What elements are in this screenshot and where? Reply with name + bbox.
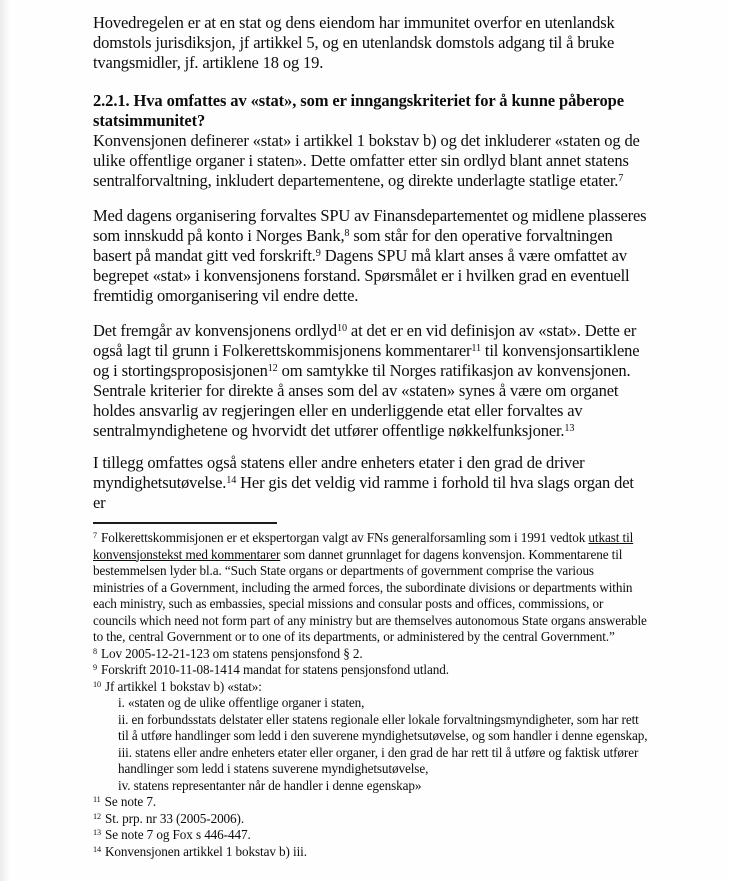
footnote-text: Jf artikkel 1 bokstav b) «stat»: [104,678,262,694]
footnote-text: Se note 7 og Fox s 446-447. [104,827,251,842]
footnote-13 [93,827,648,844]
footnote-marker: 14 [93,844,101,854]
footnote-list-item-i: i. «staten og de ulike offentlige organer i staten, [118,695,365,710]
content-column [93,13,648,860]
footnote-marker: 7 [93,531,97,541]
footnote-11 [93,794,648,811]
paragraph-spu-organisering: Med dagens organisering forvaltes SPU av Finansdepartementet og midlene plasseres som innskudd på konto i Norges Bank,$^8$ som står for den operative forvaltningen basert på mandat gitt ved forskrift.$^9$ Dagens SPU må klart anses å være omfattet av begrepet «stat» i konvensjonens forstand. Spørsmålet er i hvilken grad en eventuell fremtidig omorganisering vil endre dette. [93,206,647,305]
footnote-10 [93,679,648,795]
footnote-text: Lov 2005-12-21-123 om statens pensjonsfond § 2. [101,645,363,661]
footnote-text: Se note 7. [104,794,157,809]
footnote-8 [93,646,648,663]
footnote-text: Forskrift 2010-11-08-1414 mandat for statens pensjonsfond utland. [101,662,449,677]
footnote-separator [93,522,277,524]
footnote-marker: 10 [93,679,101,689]
footnotes-section [93,530,648,860]
footnote-text: Folkerettskommisjonen er et ekspertorgan valgt av FNs generalforsamling som i 1991 vedtok utkast til konvensjonstekst med kommentarer som dannet grunnlaget for dagens konvensjon. Kommentarene til bestemmelsen lyder bl.a. “Such State organs or departments of government comprise the various ministries of a Government, including the armed forces, the subordinate divisions or departments within each ministry, such as embassies, special missions and consular posts and offices, commissions, or councils which need not form part of any ministry but are themselves autonomous State organs answerable to the, central Government or to one of its departments, or administered by the central Government.” [93,530,647,644]
footnote-list-item-ii: ii. en forbundsstats delstater eller statens regionale eller lokale forvaltningsmyndigheter, som har rett til å utføre handlinger som ledd i den suverene myndighetsutøvelse, og som handler i denne egenskap, [118,711,648,743]
footnote-text: St. prp. nr 33 (2005-2006). [104,810,245,826]
footnote-14 [93,844,648,861]
footnote-list-item-iv: iv. statens representanter når de handler i denne egenskap» [118,777,422,793]
footnote-text: Konvensjonen artikkel 1 bokstav b) iii. [104,843,307,859]
footnote-marker: 9 [93,663,97,673]
footnote-list-item-iii: iii. statens eller andre enheters etater eller organer, i den grad de har rett til å utføre og faktisk utfører handlinger som ledd i statens suverene myndighetsutøvelse, [118,744,639,776]
footnote-marker: 11 [93,795,101,805]
section-heading: 2.2.1. Hva omfattes av «stat», som er inngangskriteriet for å kunne påberope statsimmunitet? [93,91,624,130]
paragraph-definition: Konvensjonen definerer «stat» i artikkel 1 bokstav b) og det inkluderer «staten og de ulike offentlige organer i staten». Dette omfatter etter sin ordlyd blant annet statens sentralforvaltning, inkludert departementene, og direkte underlagte statlige etater.$^7$ [93,131,640,190]
footnote-marker: 8 [93,646,97,656]
paragraph-vid-definisjon: Det fremgår av konvensjonens ordlyd$^{10}$ at det er en vid definisjon av «stat». Dette er også lagt til grunn i Folkerettskommisjonens kommentarer$^{11}$ til konvensjonsartiklene og i stortingsproposisjonen$^{12}$ om samtykke til Norges ratifikasjon av konvensjonen. Sentrale kriterier for direkte å anses som del av «staten» synes å være om organet holdes ansvarlig av regjeringen eller en underliggende etat eller forvaltes av sentralmyndighetene og hvorvidt det utfører offentlige nøkkelfunksjoner.$^{13}$ [93,321,640,440]
footnote-marker: 13 [93,828,101,838]
footnote-7 [93,530,648,646]
footnote-marker: 12 [93,811,101,821]
footnote-12 [93,811,648,828]
footnote-9 [93,662,648,679]
paragraph-intro: Hovedregelen er at en stat og dens eiendom har immunitet overfor en utenlandsk domstols jurisdiksjon, jf artikkel 5, og en utenlandsk domstols adgang til å bruke tvangsmidler, jf. artiklene 18 og 19. [93,13,615,72]
paragraph-myndighetsutovelse: I tillegg omfattes også statens eller andre enheters etater i den grad de driver myndighetsutøvelse.$^{14}$ Her gis det veldig vid ramme i forhold til hva slags organ det er [93,453,634,512]
